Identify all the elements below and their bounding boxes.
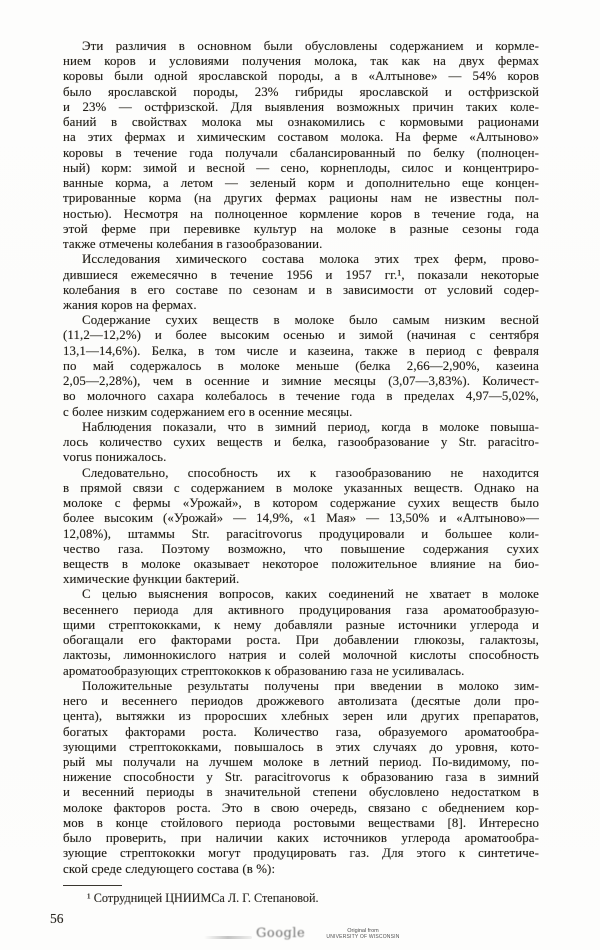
- text-line: химические функции бактерий.: [63, 572, 240, 587]
- text-line: 2,05—2,28%), чем в осенние и зимние месяцы (3,07—3,83%). Количест-: [63, 374, 539, 389]
- text-line: Исследования химического состава молока этих трех ферм, прово-: [82, 252, 539, 267]
- origin-line2: UNIVERSITY OF WISCONSIN: [326, 934, 400, 940]
- text-line: баний в свойствах молока мы ознакомились с кормовыми рационами: [63, 115, 539, 130]
- text-line: во молочного сахара колебалось в течение года в пределах 4,97—5,02%,: [63, 389, 539, 404]
- text-line: ванные корма, а летом — зеленый корм и дополнительно еще концен-: [63, 176, 539, 191]
- origin-stamp: [318, 928, 408, 940]
- text-line: щими стрептококками, к нему добавляли разные источники углерода и: [63, 617, 539, 632]
- origin-line1: Original from: [347, 928, 379, 934]
- text-line: Положительные результаты получены при введении в молоко зим-: [82, 678, 539, 693]
- text-line: дившиеся ежемесячно в течение 1956 и 1957 гг.¹, показали некоторые: [63, 267, 539, 282]
- footnote: ¹ Сотрудницей ЦНИИМСа Л. Г. Степановой.: [87, 891, 319, 905]
- text-line: ностью). Несмотря на полноценное кормление коров в течение года, на: [63, 206, 539, 221]
- text-line: трированные корма (на других фермах рационы нам не известны пол-: [63, 191, 539, 206]
- page-number: 56: [50, 911, 64, 926]
- text-line: жания коров на фермах.: [63, 297, 197, 312]
- text-line: было проверить, при наличии каких источников углерода ароматообра-: [63, 831, 539, 846]
- text-line: молоке с фермы «Урожай», в котором содержание сухих веществ было: [63, 496, 539, 511]
- text-line: ароматообразующих стрептококков к образованию газа не усиливалась.: [63, 663, 465, 678]
- text-line: весеннего периода для активного продуцирования газа ароматообразую-: [63, 602, 539, 617]
- text-line: лось количество сухих веществ и белка, газообразование у Str. paracitro-: [63, 435, 539, 450]
- footnote-rule: [63, 885, 122, 886]
- text-line: Эти различия в основном были обусловлены содержанием и кормле-: [82, 39, 539, 53]
- text-line: нием коров и условиями получения молока, так как на двух фермах: [63, 54, 539, 69]
- text-line: Наблюдения показали, что в зимний период, когда в молоке повыша-: [82, 419, 539, 434]
- text-line: 13,1—14,6%). Белка, в том числе и казеина, также в период с февраля: [63, 343, 539, 358]
- text-line: веществ в молоке оказывает некоторое положительное влияние на био-: [63, 556, 539, 571]
- text-line: и весенний периоды в значительной степени обусловлено недостатком в: [63, 785, 539, 800]
- text-line: чество газа. Поэтому возможно, что повышение содержания сухих: [63, 541, 539, 556]
- text-line: Следовательно, способность их к газообразованию не находится: [82, 465, 539, 480]
- text-line: нижение способности у Str. paracitrovorus к образованию газа в зимний: [63, 770, 539, 785]
- text-line: с более низким содержанием его в осенние месяцы.: [63, 404, 353, 419]
- text-line: этой ферме при перевивке культур на молоке в разные сезоны года: [63, 221, 539, 236]
- text-line: vorus понижалось.: [63, 450, 167, 465]
- text-line: (11,2—12,2%) и более высоким осенью и зимой (начиная с сентября: [63, 328, 539, 343]
- text-line: богатых факторами роста. Количество газа, образуемого ароматообра-: [63, 724, 539, 739]
- text-line: зующие стрептококки могут продуцировать газ. Для этого к синтетиче-: [63, 846, 539, 861]
- text-line: колебания в его составе по сезонам и в зависимости от условий содер-: [63, 282, 539, 297]
- text-line: на этих фермах и химическим составом молока. На ферме «Алтыново»: [63, 130, 539, 145]
- text-line: обогащали его факторами роста. При добавлении глюкозы, галактозы,: [63, 633, 539, 648]
- text-line: было ярославской породы, 23% гибриды ярославской и остфризской: [63, 84, 539, 99]
- text-line: лактозы, лимоннокислого натрия и солей молочной кислоты способность: [63, 648, 539, 663]
- text-line: 12,08%), штаммы Str. paracitrovorus продуцировали и большее коли-: [63, 526, 539, 541]
- scan-smudge: [204, 936, 252, 939]
- text-line: зующими стрептококками, повышалось в этих случаях до уровня, кото-: [63, 739, 539, 754]
- text-line: в прямой связи с содержанием в молоке указанных веществ. Однако на: [63, 480, 539, 495]
- body-text: [63, 39, 539, 877]
- text-line: коровы были одной ярославской породы, а в «Алтынове» — 54% коров: [63, 69, 539, 84]
- text-line: ской среде следующего состава (в %):: [63, 861, 276, 876]
- text-line: также отмечены колебания в газообразовании.: [63, 237, 323, 252]
- text-line: рый мы получали на лучшем молоке в летний период. По-видимому, по-: [63, 755, 539, 770]
- text-line: и 23% — остфризской. Для выявления возможных причин таких коле-: [63, 99, 539, 114]
- text-line: коровы в течение года получали сбалансированный по белку (полноцен-: [63, 145, 539, 160]
- text-line: мов в конце стойлового периода ростовыми веществами [8]. Интересно: [63, 815, 539, 830]
- digitization-watermark: [0, 925, 600, 949]
- text-line: молоке факторов роста. Это в свою очередь, связано с обеднением кор-: [63, 800, 539, 815]
- google-watermark-logo: Google: [256, 926, 306, 941]
- text-line: ный) корм: зимой и весной — сено, корнеплоды, силос и концентриро-: [63, 160, 539, 175]
- text-line: Содержание сухих веществ в молоке было самым низким весной: [82, 313, 539, 328]
- text-line: по май содержалось в молоке меньше (белка 2,66—2,90%, казеина: [63, 358, 539, 373]
- text-line: него и весеннего периодов дрожжевого автолизата (десятые доли про-: [63, 694, 539, 709]
- text-line: более высоким («Урожай» — 14,9%, «1 Мая» — 13,50% и «Алтыново»—: [63, 511, 539, 526]
- text-line: цента), вытяжки из проросших хлебных зерен или других препаратов,: [63, 709, 539, 724]
- text-line: С целью выяснения вопросов, каких соединений не хватает в молоке: [82, 587, 539, 602]
